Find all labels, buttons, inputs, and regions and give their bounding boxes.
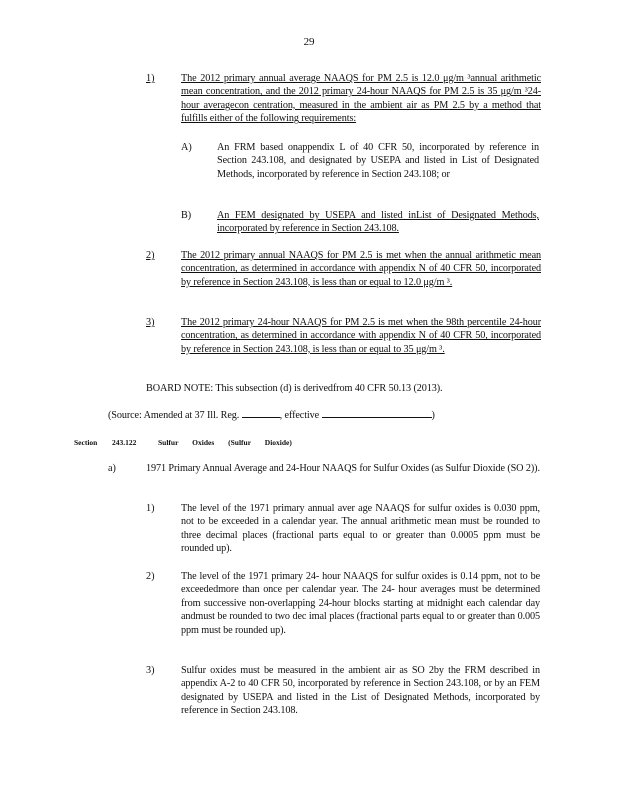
source-prefix: (Source: Amended at 37 Ill. Reg.	[108, 410, 240, 421]
section-number: 243.122	[112, 438, 137, 447]
item-d1-text: The 2012 primary annual average NAAQS for PM 2.5 is 12.0 μg/m ³annual arithmetic mean concentration, and the 2012 primary 24-hour NAAQS for PM 2.5 is 35 μg/m ³24-hour averagecon centration, measured in the ambient air as PM 2.5 by a method that fulfills either of the following requirements:	[181, 73, 541, 125]
item-a-text: 1971 Primary Annual Average and 24-Hour NAAQS for Sulfur Oxides (as Sulfur Dioxide (SO 2)).	[146, 463, 540, 474]
item-d1-B-text: An FEM designated by USEPA and listed inList of Designated Methods, incorporated by reference in Section 243.108.	[217, 210, 539, 235]
item-a-label: a)	[108, 463, 116, 474]
item-a1-label: 1)	[146, 503, 155, 514]
item-d3-text: The 2012 primary 24-hour NAAQS for PM 2.5 is met when the 98th percentile 24-hour concentration, as determined in accordance with appendix N of 40 CFR 50, incorporated by reference in Section 243.108, is less than or equal to 35 μg/m ³.	[181, 317, 541, 355]
item-a2-label: 2)	[146, 571, 155, 582]
item-a1-text: The level of the 1971 primary annual aver age NAAQS for sulfur oxides is 0.030 ppm, not to be exceeded in a calendar year. The annual arithmetic mean must be rounded to three decimal places (fractional parts equal to or greater than 0.0005 ppm must be rounded up).	[181, 503, 540, 555]
item-a3-text: Sulfur oxides must be measured in the ambient air as SO 2by the FRM described in appendix A-2 to 40 CFR 50, incorporated by reference in Section 243.108, or by an FEM designated by USEPA and listed in the List of Designated Methods, incorporated by reference in Section 243.108.	[181, 665, 540, 717]
source-close: )	[431, 410, 435, 421]
item-d2-text: The 2012 primary annual NAAQS for PM 2.5 is met when the annual arithmetic mean concentration, as determined in accordance with appendix N of 40 CFR 50, incorporated by reference in Section 243.108, is less than or equal to 12.0 μg/m ³.	[181, 250, 541, 288]
effective-date-blank	[322, 408, 432, 418]
item-d1-label: 1)	[146, 73, 155, 84]
item-d2-label: 2)	[146, 250, 155, 261]
board-note: BOARD NOTE: This subsection (d) is derivedfrom 40 CFR 50.13 (2013).	[146, 383, 443, 394]
item-a3-label: 3)	[146, 665, 155, 676]
source-effective: , effective	[279, 410, 320, 421]
item-a2-text: The level of the 1971 primary 24- hour NAAQS for sulfur oxides is 0.14 ppm, not to be exceededmore than once per calendar year. The 24- hour averages must be determined from successive non-overlapping 24-hour blocks starting at midnight each calendar day andmust be rounded to two dec imal places (fractional parts equal to or greater than 0.005 ppm must be rounded up).	[181, 571, 540, 636]
section-word: Section	[74, 438, 98, 447]
item-d1-A-label: A)	[181, 142, 192, 153]
item-d1-B-label: B)	[181, 210, 192, 221]
item-d1-A-text: An FRM based onappendix L of 40 CFR 50, incorporated by reference in Section 243.108, and designated by USEPA and listed in List of Designated Methods, incorporated by reference in Section 243.108; or	[217, 142, 539, 180]
section-title: Sulfur Oxides (Sulfur Dioxide)	[158, 438, 292, 447]
reg-page-blank	[242, 408, 280, 418]
item-d3-label: 3)	[146, 317, 155, 328]
page-number: 29	[303, 36, 315, 48]
source-line	[108, 408, 568, 422]
